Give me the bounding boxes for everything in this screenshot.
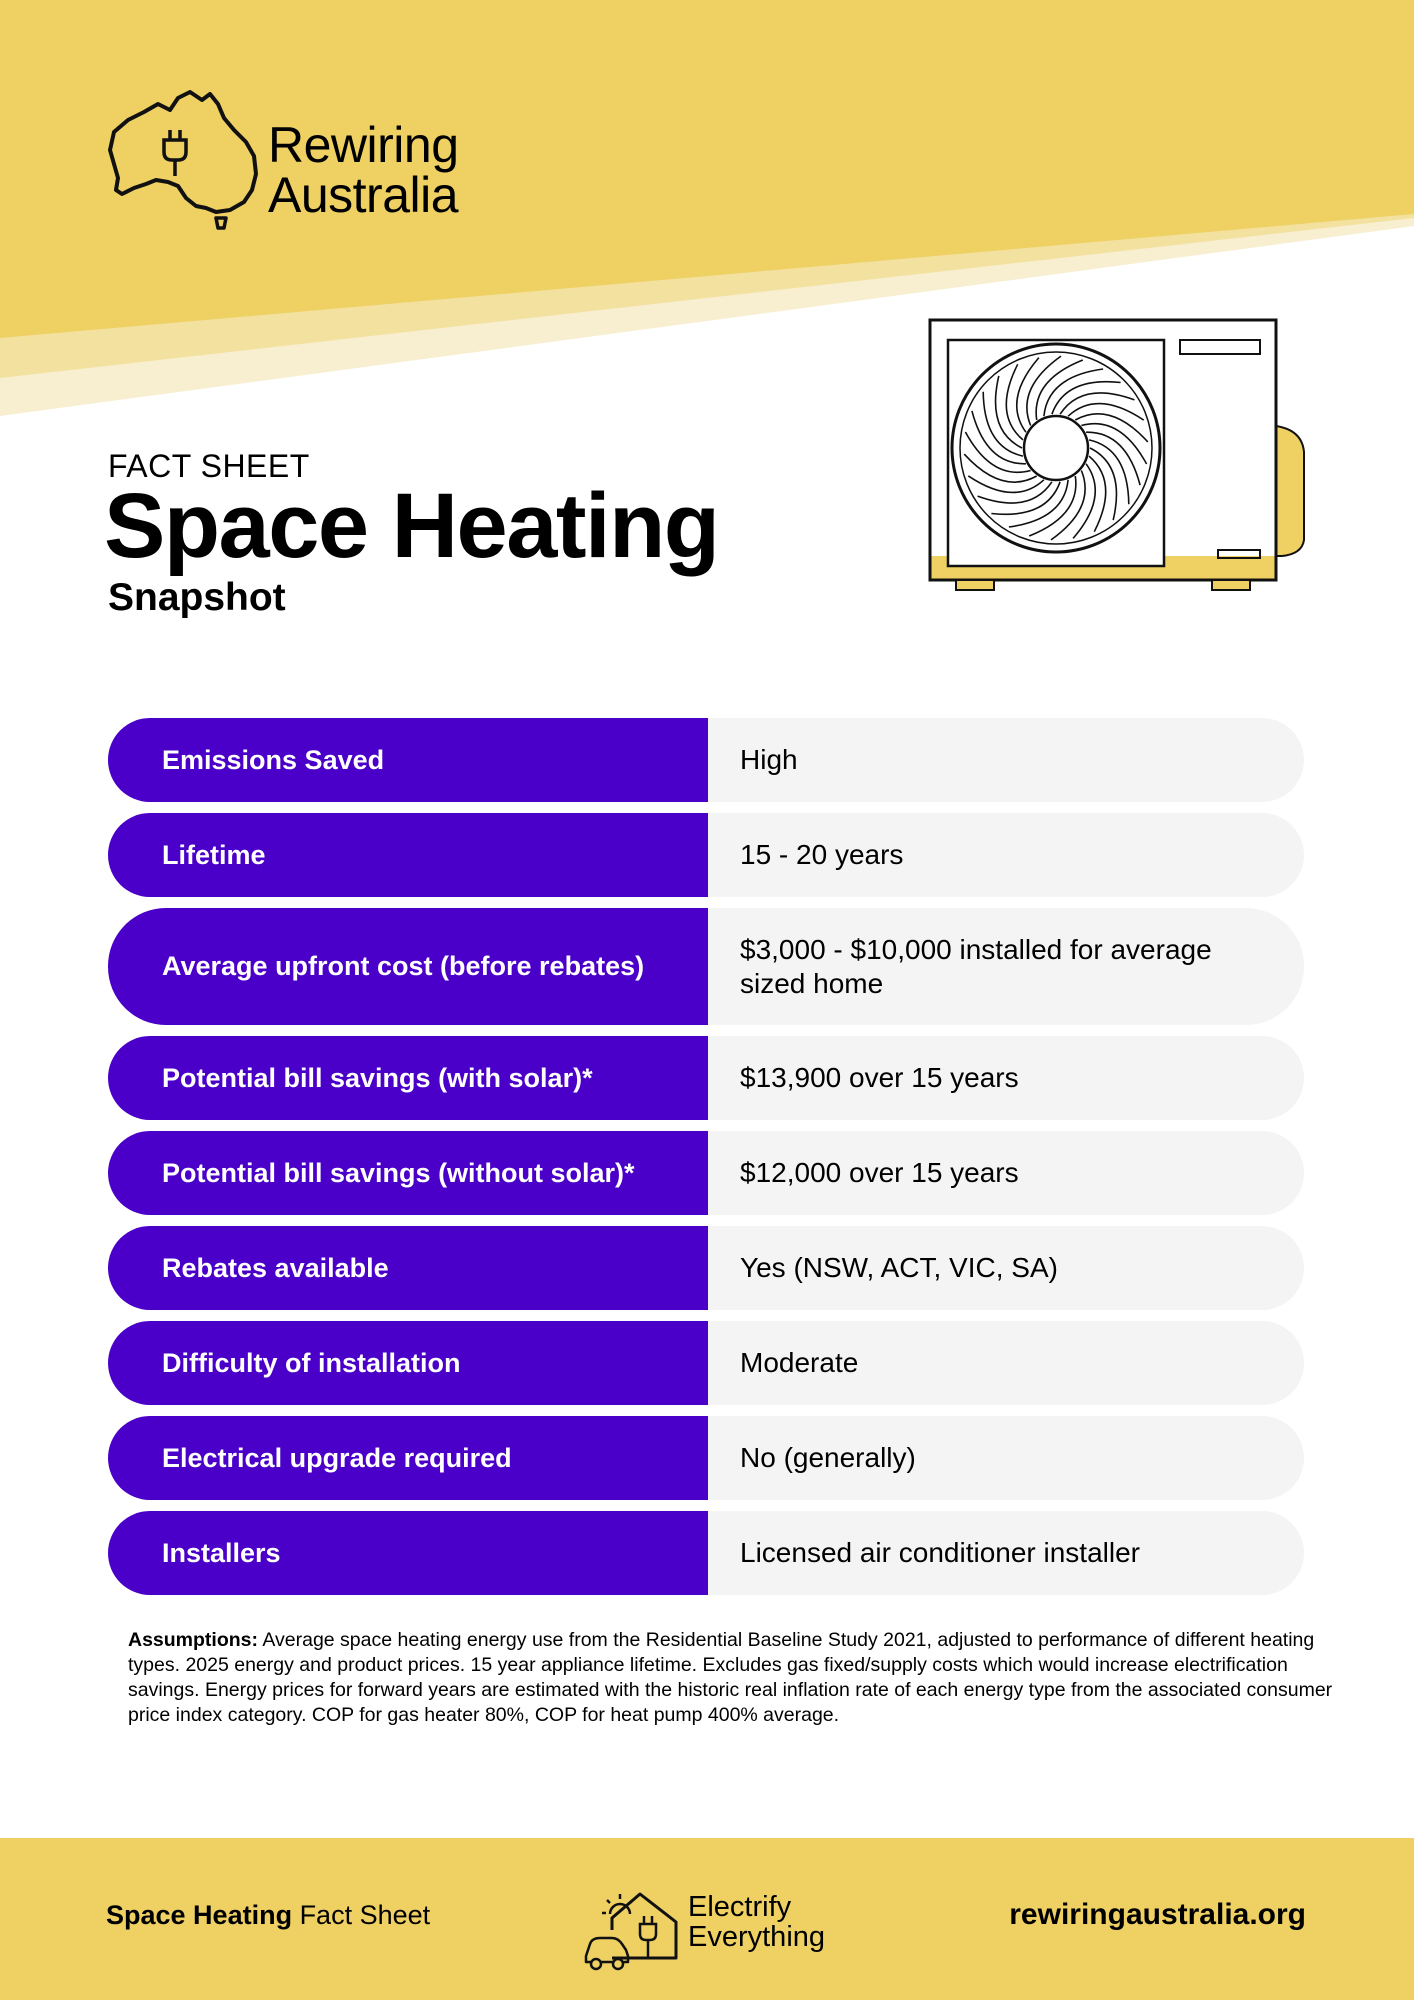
row-label: Difficulty of installation [108, 1321, 708, 1405]
row-value: $13,900 over 15 years [708, 1036, 1304, 1120]
table-row [108, 718, 1304, 802]
row-value: High [708, 718, 1304, 802]
row-label: Rebates available [108, 1226, 708, 1310]
table-row [108, 1321, 1304, 1405]
footer-topic [106, 1900, 430, 1931]
electrify-everything-logo[interactable] [582, 1872, 842, 1972]
eyebrow-label: FACT SHEET [108, 448, 310, 484]
assumptions-text: Average space heating energy use from the Residential Baseline Study 2021, adjusted to performance of different heating types. 2025 energy and product prices. 15 year appliance lifetime. Excludes gas fixed/supply costs which would increase electrification savings. Energy prices for forward years are estimated with the historic real inflation rate of each energy type from the associated consumer price index category. COP for gas heater 80%, COP for heat pump 400% average. [128, 1629, 1333, 1726]
assumptions-note [128, 1628, 1338, 1728]
table-row [108, 908, 1304, 1025]
ee-line-2: Everything [688, 1921, 826, 1953]
logo-line-2: Australia [268, 167, 459, 223]
page-subtitle: Snapshot [108, 576, 286, 619]
footer [0, 1838, 1414, 2000]
page-title: Space Heating [104, 475, 719, 577]
logo-text [268, 117, 459, 223]
row-label: Emissions Saved [108, 718, 708, 802]
row-label: Potential bill savings (without solar)* [108, 1131, 708, 1215]
table-row [108, 1511, 1304, 1595]
row-label: Potential bill savings (with solar)* [108, 1036, 708, 1120]
ee-line-1: Electrify [688, 1891, 792, 1923]
row-value: 15 - 20 years [708, 813, 1304, 897]
row-value: Yes (NSW, ACT, VIC, SA) [708, 1226, 1304, 1310]
table-row [108, 1226, 1304, 1310]
table-row [108, 813, 1304, 897]
electrify-everything-text [688, 1892, 825, 1952]
website-link[interactable]: rewiringaustralia.org [1009, 1898, 1306, 1931]
footer-topic-rest: Fact Sheet [292, 1900, 431, 1930]
table-row [108, 1036, 1304, 1120]
row-label: Installers [108, 1511, 708, 1595]
australia-plug-icon [106, 90, 266, 240]
rewiring-australia-logo[interactable] [106, 90, 466, 240]
house-sun-car-plug-icon [582, 1872, 682, 1972]
row-label: Electrical upgrade required [108, 1416, 708, 1500]
assumptions-label: Assumptions: [128, 1629, 259, 1651]
row-label: Average upfront cost (before rebates) [108, 908, 708, 1025]
logo-line-1: Rewiring [268, 117, 459, 173]
row-label: Lifetime [108, 813, 708, 897]
specs-table [108, 718, 1304, 1606]
heat-pump-outdoor-unit-icon [926, 312, 1310, 592]
row-value: $12,000 over 15 years [708, 1131, 1304, 1215]
row-value: Licensed air conditioner installer [708, 1511, 1304, 1595]
footer-topic-bold: Space Heating [106, 1900, 293, 1930]
table-row [108, 1131, 1304, 1215]
row-value: Moderate [708, 1321, 1304, 1405]
row-value: $3,000 - $10,000 installed for average sized home [708, 908, 1304, 1025]
row-value: No (generally) [708, 1416, 1304, 1500]
table-row [108, 1416, 1304, 1500]
